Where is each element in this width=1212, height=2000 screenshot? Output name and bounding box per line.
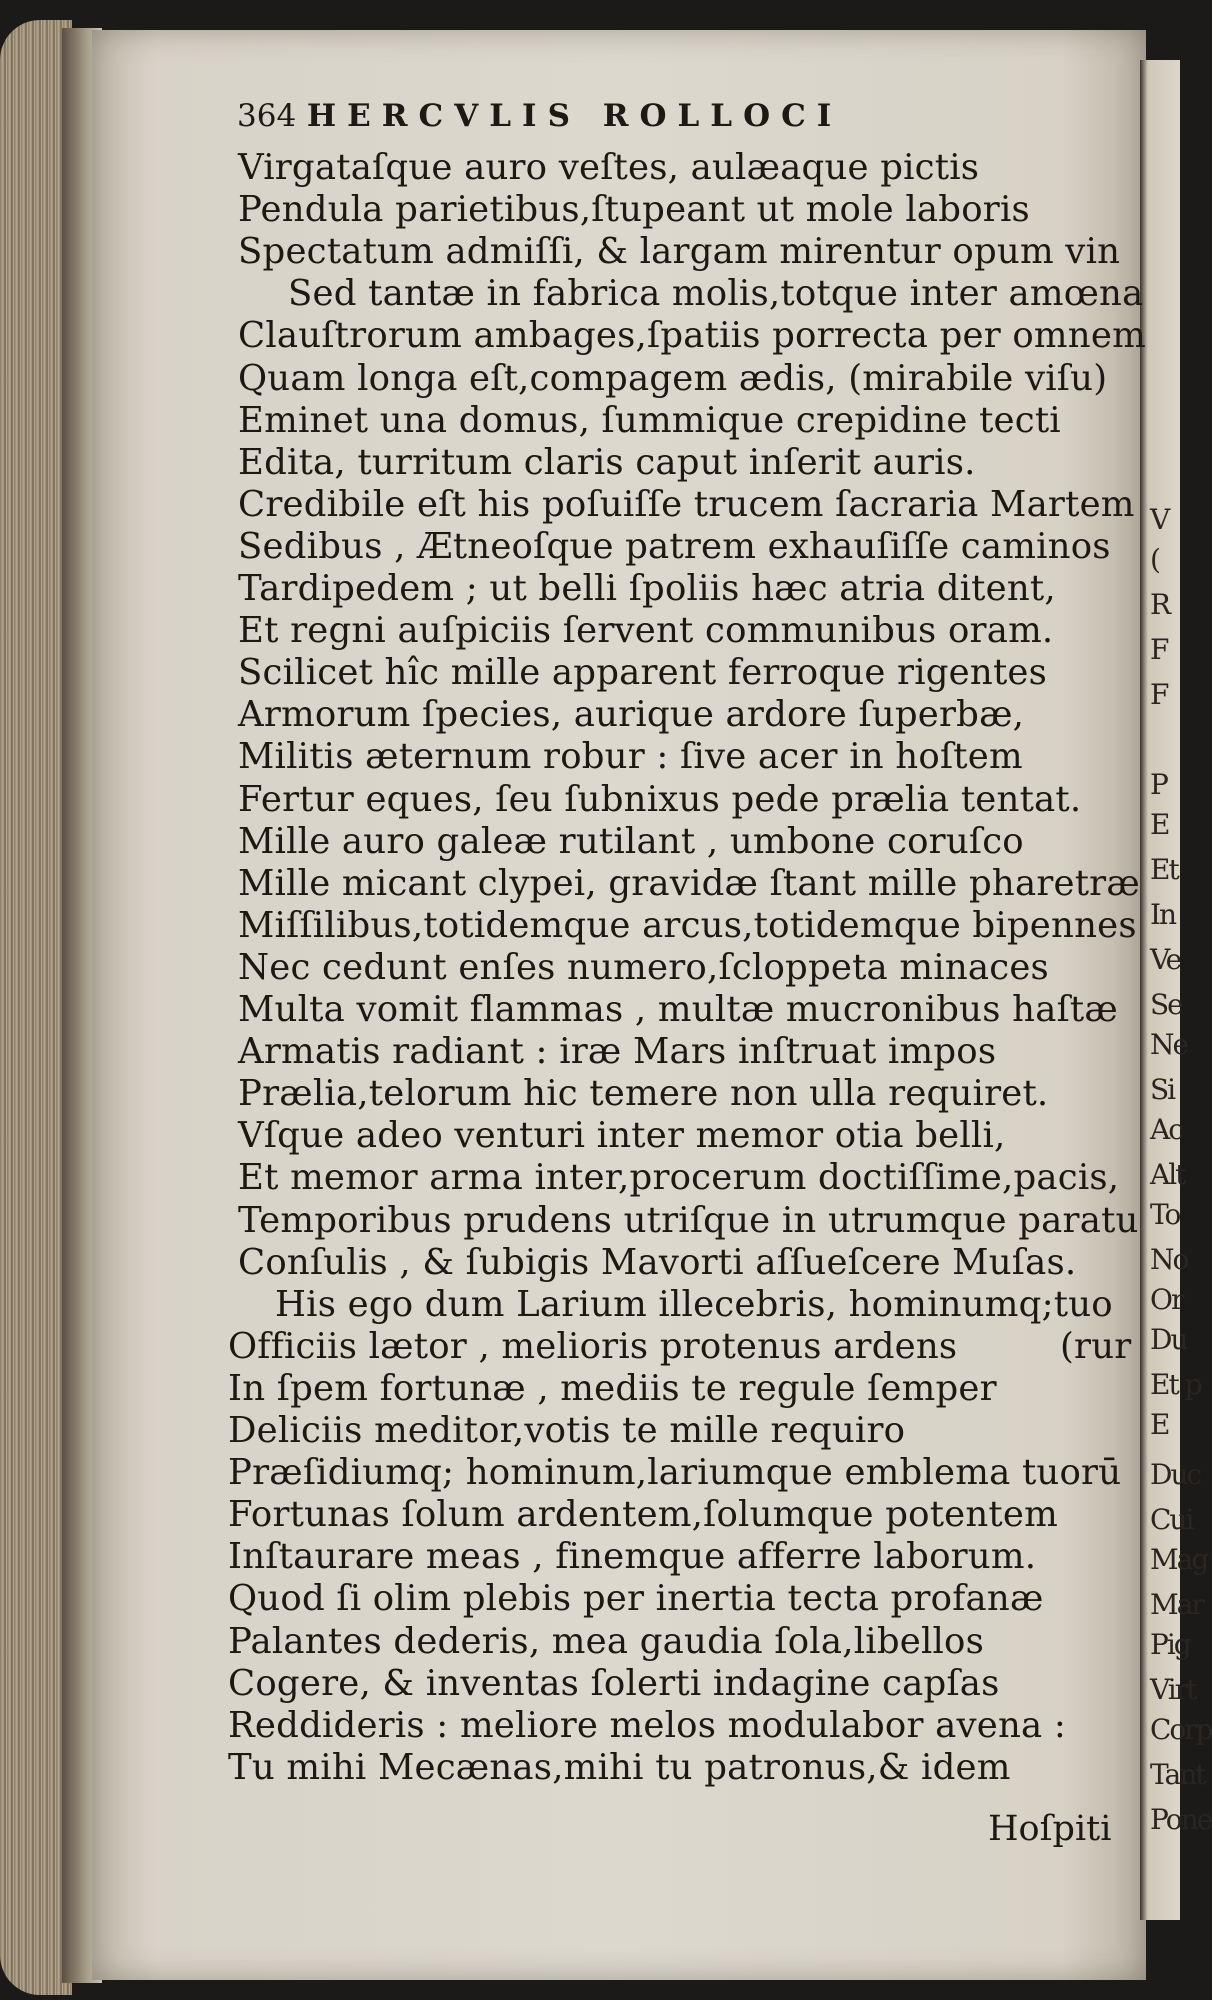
- facing-page-fragment: Mag: [1150, 1543, 1208, 1576]
- facing-page-fragment: Pone: [1150, 1803, 1212, 1836]
- verse-line: Præſidiumq; hominum,lariumque emblema tuorū: [228, 1452, 1122, 1494]
- facing-page-fragment: Du: [1150, 1323, 1187, 1356]
- verse-line: Militis æternum robur : ſive acer in hoſtem: [238, 736, 1023, 778]
- facing-page-fragment: Alt: [1150, 1158, 1185, 1191]
- verse-line: Quod ſi olim plebis per inertia tecta profanæ: [228, 1578, 1044, 1620]
- verse-line: Mille auro galeæ rutilant , umbone coruſco: [238, 820, 1024, 862]
- facing-page-fragment: Virt: [1150, 1673, 1196, 1706]
- facing-page-fragment: Ve: [1150, 943, 1181, 976]
- verse-line: Conſulis , & ſubigis Mavorti aſſueſcere Muſas.: [238, 1241, 1077, 1283]
- verse-line: Fertur eques, ſeu ſubnixus pede prælia tentat.: [238, 778, 1082, 820]
- verse-line: Nec cedunt enſes numero,ſcloppeta minaces: [238, 946, 1049, 988]
- verse-line: Deliciis meditor,votis te mille requiro: [228, 1410, 906, 1451]
- verse-line: Eminet una domus, ſummique crepidine tecti: [238, 399, 1061, 441]
- facing-page-fragment: Duc: [1150, 1458, 1201, 1491]
- running-title: HERCVLIS ROLLOCI: [306, 98, 843, 134]
- verse-line: Tardipedem ; ut belli ſpoliis hæc atria ditent,: [238, 568, 1056, 609]
- verse-line: Cogere, & inventas ſolerti indagine capſas: [228, 1662, 1000, 1704]
- verse-line: Quam longa eſt,compagem ædis, (mirabile viſu): [238, 357, 1108, 399]
- verse-line: Sed tantæ in fabrica molis,totque inter amœna: [288, 273, 1144, 315]
- facing-page-fragment: (: [1150, 543, 1159, 576]
- verse-line: Et memor arma inter,procerum doctiſſime,pacis,: [238, 1157, 1120, 1199]
- facing-page-fragment: Ne: [1150, 1028, 1188, 1061]
- facing-page-fragment: Cui: [1150, 1503, 1193, 1536]
- facing-page-fragment: In: [1150, 898, 1176, 931]
- facing-page-fragment: Or: [1150, 1283, 1183, 1316]
- facing-page-fragment: R: [1150, 588, 1170, 621]
- facing-page-fragment: E: [1150, 808, 1169, 841]
- page-number: 364: [237, 98, 297, 134]
- facing-page-fragment: No: [1150, 1243, 1188, 1276]
- verse-line: Edita, turritum claris caput inſerit auris.: [238, 441, 976, 483]
- verse-line: Credibile eſt his poſuiſſe trucem ſacraria Martem: [238, 483, 1135, 525]
- facing-page-fragment: Et: [1150, 853, 1178, 886]
- verse-line: Temporibus prudens utriſque in utrumque paratu: [238, 1199, 1139, 1241]
- facing-page-fragment: V: [1150, 503, 1169, 536]
- facing-page-fragment: Pig: [1150, 1628, 1190, 1661]
- verse-line: Sedibus , Ætneoſque patrem exhauſiſſe caminos: [238, 525, 1111, 567]
- verse-line: In ſpem fortunæ , mediis te regule ſemper: [228, 1367, 997, 1409]
- facing-page-fragment: Si: [1150, 1073, 1175, 1106]
- page-header: [237, 98, 1137, 144]
- facing-page-fragment: Tant: [1150, 1758, 1205, 1791]
- verse-line: Mille micant clypei, gravidæ ſtant mille pharetræ: [238, 862, 1140, 904]
- verse-line: Officiis lætor , melioris protenus ardens: [228, 1325, 958, 1367]
- facing-page-fragment: To: [1150, 1198, 1180, 1231]
- verse-line: Scilicet hîc mille apparent ferroque rigentes: [238, 652, 1048, 694]
- verse-line: Palantes dederis, mea gaudia ſola,libellos: [228, 1620, 985, 1662]
- verse-line: Inſtaurare meas , finemque afferre laborum.: [228, 1536, 1037, 1578]
- verse-line: Tu mihi Mecænas,mihi tu patronus,& idem: [228, 1746, 1011, 1788]
- facing-page-fragment: E: [1150, 1408, 1169, 1441]
- verse-line: Clauſtrorum ambages,ſpatiis porrecta per omnem: [238, 315, 1146, 357]
- facing-page-fragment: Ac: [1150, 1113, 1182, 1146]
- facing-page-fragment: F: [1150, 678, 1168, 711]
- facing-page-fragment: P: [1150, 768, 1167, 801]
- verse-line: Virgataſque auro veſtes, aulæaque pictis: [238, 147, 980, 188]
- verse-line: Prælia,telorum hic temere non ulla requiret.: [238, 1073, 1049, 1115]
- verse-line: Et regni auſpiciis ſervent communibus oram.: [238, 610, 1054, 652]
- verse-line: Armorum ſpecies, aurique ardore ſuperbæ,: [238, 694, 1025, 736]
- verse-line: Armatis radiant : iræ Mars inſtruat impos: [238, 1031, 997, 1073]
- verse-line: Miſſilibus,totidemque arcus,totidemque bipennes: [238, 904, 1137, 946]
- verse-line: Reddideris : meliore melos modulabor avena :: [228, 1704, 1067, 1746]
- facing-page-fragment: F: [1150, 633, 1168, 666]
- verse-line: Spectatum admiſſi, & largam mirentur opum vin: [238, 231, 1121, 273]
- verse-line: Fortunas ſolum ardentem,ſolumque potentem: [228, 1494, 1058, 1536]
- verse-line: Vſque adeo venturi inter memor otia belli,: [238, 1115, 1006, 1157]
- catchword: Hoſpiti: [988, 1809, 1112, 1849]
- verse-line: Pendula parietibus,ſtupeant ut mole laboris: [238, 189, 1030, 231]
- verse-line: His ego dum Larium illecebris, hominumq;tuo: [275, 1283, 1113, 1325]
- facing-page-fragment: Corp: [1150, 1713, 1212, 1746]
- facing-page-fragment: Et p: [1150, 1368, 1201, 1401]
- marginal-word: (rur: [1060, 1325, 1132, 1367]
- facing-page-fragment: Mar: [1150, 1588, 1203, 1621]
- facing-page-fragment: Se: [1150, 988, 1182, 1021]
- verse-line: Multa vomit flammas , multæ mucronibus haſtæ: [238, 989, 1118, 1030]
